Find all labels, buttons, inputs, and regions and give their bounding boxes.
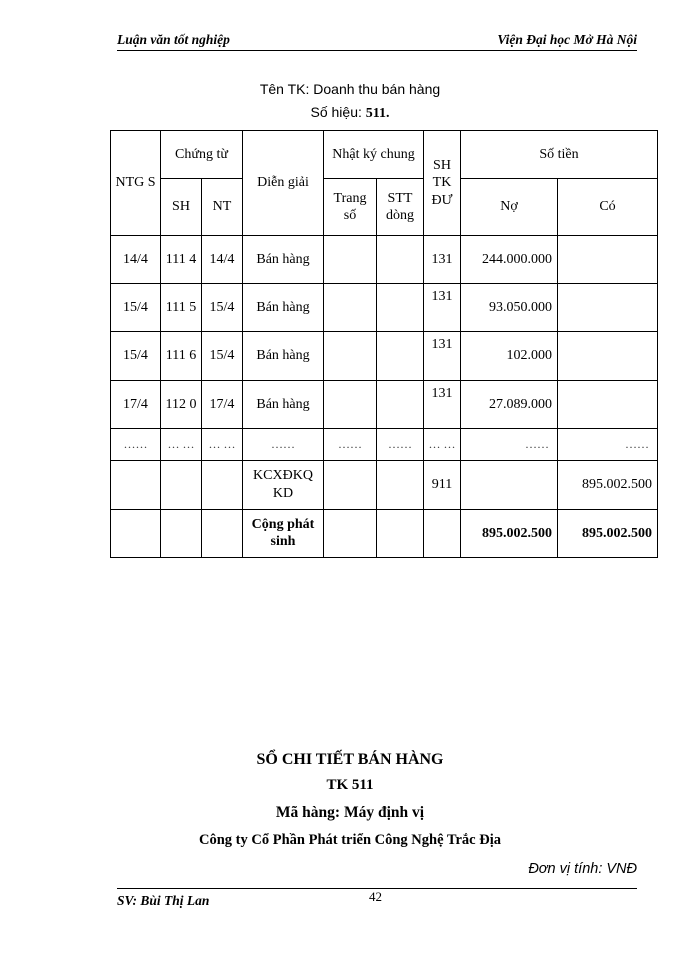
col-header-chung-tu: Chứng từ [161, 131, 243, 179]
cell-co: 895.002.500 [558, 461, 658, 509]
cell-trang-so [324, 509, 377, 557]
cell-trang-so [324, 332, 377, 380]
cell-co [558, 380, 658, 428]
table-row [111, 284, 658, 332]
cell-dien-giai: Bán hàng [243, 332, 324, 380]
col-header-dien-giai: Diễn giải [243, 131, 324, 236]
col-header-nhat-ky: Nhật ký chung [324, 131, 424, 179]
cell-trang-so [324, 284, 377, 332]
closing-entry-row [111, 461, 658, 509]
account-name: Tên TK: Doanh thu bán hàng [259, 81, 441, 97]
cell-nt [202, 509, 243, 557]
cell-sh: 111 6 [161, 332, 202, 380]
cell-nt: 15/4 [202, 332, 243, 380]
col-header-sh: SH [161, 179, 202, 235]
cell-ntgs: 14/4 [111, 235, 161, 283]
cell-co [558, 284, 658, 332]
cell-stt-dong [377, 461, 424, 509]
account-number: 511. [365, 106, 390, 121]
cell-stt-dong [377, 509, 424, 557]
total-row [111, 509, 658, 557]
page-header [117, 30, 637, 51]
account-number-line [0, 104, 700, 122]
cell-sh: 111 5 [161, 284, 202, 332]
ledger-table [110, 130, 658, 558]
cell-dien-giai: Bán hàng [243, 284, 324, 332]
cell-sh: 112 0 [161, 380, 202, 428]
section-account: TK 511 [326, 777, 374, 793]
header-thesis-title: Luận văn tốt nghiệp [117, 32, 230, 47]
cell-tk [424, 509, 461, 557]
account-number-label: Số hiệu: [310, 104, 366, 120]
cell-stt-dong: …… [377, 429, 424, 461]
cell-ntgs: …… [111, 429, 161, 461]
col-header-nt: NT [202, 179, 243, 235]
cell-tk: 131 [424, 380, 461, 428]
total-credit: 895.002.500 [558, 509, 658, 557]
cell-sh: … … [161, 429, 202, 461]
cell-tk: 131 [424, 332, 461, 380]
page-footer [117, 888, 637, 909]
col-header-ntgs: NTG S [111, 131, 161, 236]
cell-nt: 14/4 [202, 235, 243, 283]
total-debit: 895.002.500 [461, 509, 558, 557]
cell-tk: 131 [424, 284, 461, 332]
cell-ntgs [111, 509, 161, 557]
col-header-trang-so: Trang số [324, 179, 377, 235]
cell-nt [202, 461, 243, 509]
col-header-sh-tk: SH TK ĐƯ [424, 131, 461, 236]
cell-nt: … … [202, 429, 243, 461]
cell-no: 27.089.000 [461, 380, 558, 428]
table-row [111, 235, 658, 283]
cell-tk: … … [424, 429, 461, 461]
cell-sh [161, 509, 202, 557]
cell-sh: 111 4 [161, 235, 202, 283]
cell-trang-so: …… [324, 429, 377, 461]
section-item: Mã hàng: Máy định vị [275, 804, 425, 821]
page-number: 42 [369, 889, 382, 904]
cell-dien-giai: KCXĐKQ KD [243, 461, 324, 509]
header-institution: Viện Đại học Mở Hà Nội [497, 32, 637, 47]
cell-dien-giai: Bán hàng [243, 235, 324, 283]
cell-co: …… [558, 429, 658, 461]
cell-no [461, 461, 558, 509]
cell-tk: 911 [424, 461, 461, 509]
footer-student: SV: Bùi Thị Lan [117, 893, 210, 908]
cell-trang-so [324, 461, 377, 509]
currency-unit: Đơn vị tính: VNĐ [528, 861, 637, 877]
col-header-stt-dong: STT dòng [377, 179, 424, 235]
ellipsis-row [111, 429, 658, 461]
cell-ntgs [111, 461, 161, 509]
cell-ntgs: 15/4 [111, 332, 161, 380]
cell-co [558, 235, 658, 283]
cell-ntgs: 17/4 [111, 380, 161, 428]
col-header-co: Có [558, 179, 658, 235]
cell-ntgs: 15/4 [111, 284, 161, 332]
section-title: SỔ CHI TIẾT BÁN HÀNG [256, 751, 444, 768]
cell-no: 102.000 [461, 332, 558, 380]
col-header-so-tien: Số tiền [461, 131, 658, 179]
cell-no: 244.000.000 [461, 235, 558, 283]
cell-nt: 17/4 [202, 380, 243, 428]
cell-sh [161, 461, 202, 509]
cell-no: …… [461, 429, 558, 461]
cell-stt-dong [377, 235, 424, 283]
table-row [111, 380, 658, 428]
total-label: Cộng phát sinh [243, 509, 324, 557]
cell-co [558, 332, 658, 380]
col-header-no: Nợ [461, 179, 558, 235]
cell-dien-giai: …… [243, 429, 324, 461]
cell-dien-giai: Bán hàng [243, 380, 324, 428]
cell-no: 93.050.000 [461, 284, 558, 332]
cell-nt: 15/4 [202, 284, 243, 332]
table-row [111, 332, 658, 380]
cell-trang-so [324, 235, 377, 283]
cell-stt-dong [377, 380, 424, 428]
section-company: Công ty Cổ Phần Phát triển Công Nghệ Trắc Địa [199, 832, 501, 848]
cell-tk: 131 [424, 235, 461, 283]
cell-stt-dong [377, 284, 424, 332]
cell-stt-dong [377, 332, 424, 380]
cell-trang-so [324, 380, 377, 428]
